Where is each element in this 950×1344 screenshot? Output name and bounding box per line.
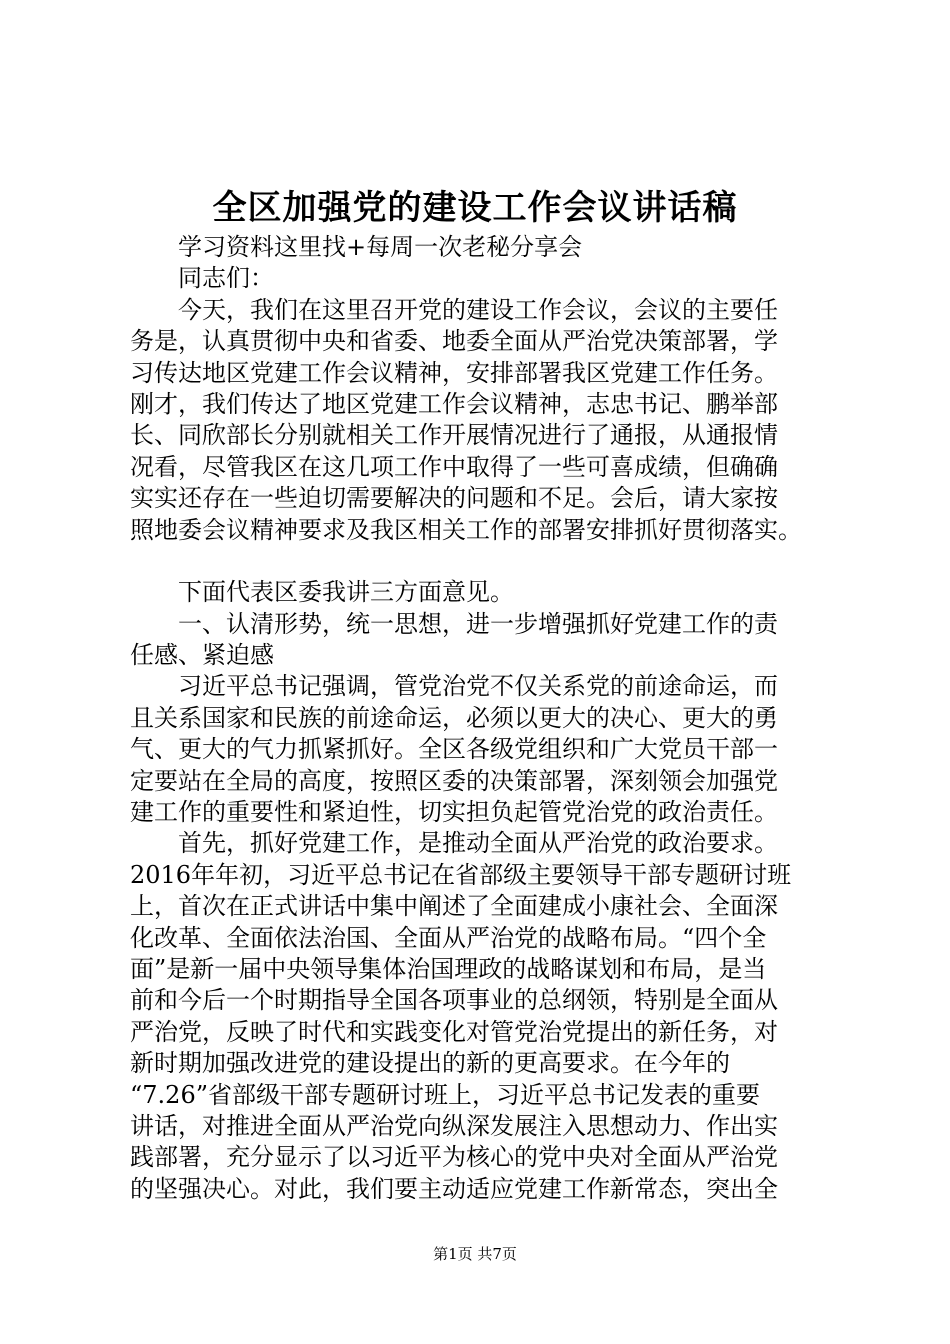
text-line: 首先，抓好党建工作，是推动全面从严治党的政治要求。 xyxy=(178,829,778,858)
text-line: 同志们： xyxy=(178,264,274,293)
text-line: 面”是新一届中央领导集体治国理政的战略谋划和布局，是当 xyxy=(130,954,767,983)
text-line: 2016年年初，习近平总书记在省部级主要领导干部专题研讨班 xyxy=(130,860,792,889)
text-line: 下面代表区委我讲三方面意见。 xyxy=(178,578,514,607)
text-line: 定要站在全局的高度，按照区委的决策部署，深刻领会加强党 xyxy=(130,766,778,795)
text-line: 学习资料这里找+每周一次老秘分享会 xyxy=(178,233,583,261)
text-line: 刚才，我们传达了地区党建工作会议精神，志忠书记、鹏举部 xyxy=(130,389,778,418)
text-line: 前和今后一个时期指导全国各项事业的总纲领，特别是全面从 xyxy=(130,986,778,1015)
text-line: 的坚强决心。对此，我们要主动适应党建工作新常态，突出全 xyxy=(130,1174,778,1203)
text-line: 气、更大的气力抓紧抓好。全区各级党组织和广大党员干部一 xyxy=(130,735,778,764)
text-line: 讲话，对推进全面从严治党向纵深发展注入思想动力、作出实 xyxy=(130,1111,778,1140)
text-line: 上，首次在正式讲话中集中阐述了全面建成小康社会、全面深 xyxy=(130,892,778,921)
text-line: 务是，认真贯彻中央和省委、地委全面从严治党决策部署，学 xyxy=(130,327,778,356)
text-line: 建工作的重要性和紧迫性，切实担负起管党治党的政治责任。 xyxy=(130,798,778,827)
document-body xyxy=(130,232,840,1205)
text-line: 且关系国家和民族的前途命运，必须以更大的决心、更大的勇 xyxy=(130,703,778,732)
text-line: “7.26”省部级干部专题研讨班上，习近平总书记发表的重要 xyxy=(130,1080,760,1109)
text-line: 长、同欣部长分别就相关工作开展情况进行了通报，从通报情 xyxy=(130,421,778,450)
text-line: 习传达地区党建工作会议精神，安排部署我区党建工作任务。 xyxy=(130,358,778,387)
text-line: 一、认清形势，统一思想，进一步增强抓好党建工作的责 xyxy=(178,609,778,638)
text-line: 今天，我们在这里召开党的建设工作会议，会议的主要任 xyxy=(178,295,778,324)
text-line: 新时期加强改进党的建设提出的新的更高要求。在今年的 xyxy=(130,1049,730,1078)
text-line: 习近平总书记强调，管党治党不仅关系党的前途命运，而 xyxy=(178,672,778,701)
document-title: 全区加强党的建设工作会议讲话稿 xyxy=(212,188,738,228)
text-line: 践部署，充分显示了以习近平为核心的党中央对全面从严治党 xyxy=(130,1143,778,1172)
text-line: 严治党，反映了时代和实践变化对管党治党提出的新任务，对 xyxy=(130,1017,778,1046)
blank-line xyxy=(130,546,840,577)
text-line: 化改革、全面依法治国、全面从严治党的战略布局。“四个全 xyxy=(130,923,767,952)
text-line: 照地委会议精神要求及我区相关工作的部署安排抓好贯彻落实。 xyxy=(130,515,802,544)
text-line: 实实还存在一些迫切需要解决的问题和不足。会后，请大家按 xyxy=(130,484,778,513)
text-line: 任感、紧迫感 xyxy=(130,641,274,670)
page-number: 第1页 共7页 xyxy=(433,1245,517,1263)
text-line: 况看，尽管我区在这几项工作中取得了一些可喜成绩，但确确 xyxy=(130,452,778,481)
